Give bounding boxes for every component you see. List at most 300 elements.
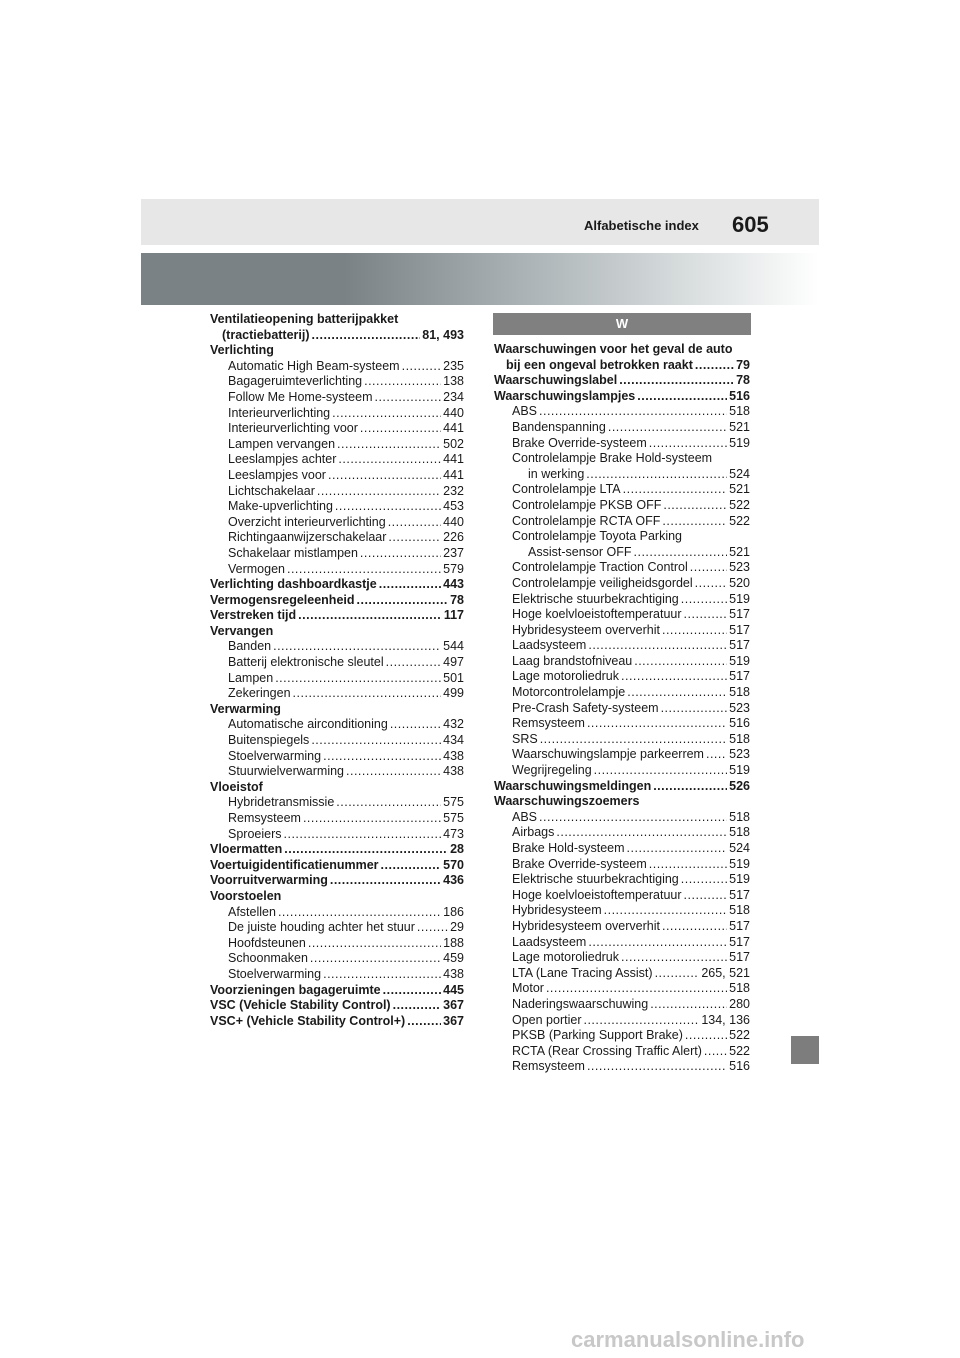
leader-dots (681, 872, 727, 888)
index-entry[interactable] (210, 546, 464, 562)
index-entry[interactable] (494, 747, 750, 763)
index-entry[interactable] (494, 451, 750, 467)
index-entry[interactable] (494, 701, 750, 717)
entry-page: 575 (443, 811, 464, 825)
entry-page: 523 (729, 700, 750, 715)
index-entry[interactable] (210, 889, 464, 905)
entry-page: 522 (729, 1043, 750, 1058)
entry-label: VSC (Vehicle Stability Control) (210, 998, 391, 1013)
entry-label: Waarschuwingslampje parkeerrem (512, 747, 704, 762)
entry-label: Elektrische stuurbekrachtiging (512, 591, 679, 606)
entry-label: Remsysteem (228, 811, 301, 825)
entry-page: 501 (443, 670, 464, 685)
entry-page: 438 (443, 764, 464, 779)
leader-dots (634, 654, 727, 670)
index-entry[interactable] (210, 390, 464, 406)
entry-label: Brake Override-systeem (512, 856, 647, 871)
entry-page: 524 (729, 466, 750, 481)
index-entry[interactable] (210, 452, 464, 468)
entry-label: Remsysteem (512, 716, 585, 731)
entry-label: Lage motoroliedruk (512, 950, 620, 965)
leader-dots (655, 966, 700, 982)
entry-label: Lampen (228, 670, 274, 685)
leader-dots (390, 717, 441, 733)
leader-dots (588, 638, 727, 654)
entry-page: 441 (443, 421, 464, 436)
index-entry[interactable] (210, 406, 464, 422)
entry-label: Bandenspanning (512, 419, 606, 434)
entry-page: 517 (729, 669, 750, 684)
entry-page: 516 (729, 1059, 750, 1074)
index-entry[interactable] (494, 436, 750, 452)
entry-label: Automatic High Beam-systeem (228, 358, 400, 373)
index-entry[interactable] (210, 421, 464, 437)
leader-dots (383, 983, 442, 999)
entry-page: 519 (729, 435, 750, 450)
leader-dots (393, 998, 442, 1014)
entry-page: 518 (729, 903, 750, 918)
index-entry[interactable] (494, 857, 750, 873)
index-entry[interactable] (494, 997, 750, 1013)
index-entry[interactable] (210, 593, 464, 609)
leader-dots (586, 467, 727, 483)
leader-dots (328, 468, 441, 484)
entry-label: Controlelampje Toyota Parking (512, 529, 683, 544)
entry-label: Sproeiers (228, 826, 282, 841)
entry-page: 79 (736, 357, 750, 372)
index-entry[interactable] (494, 592, 750, 608)
index-entry[interactable] (494, 685, 750, 701)
leader-dots (360, 421, 441, 437)
entry-page: 517 (729, 622, 750, 637)
entry-page: 441 (443, 452, 464, 467)
entry-label: Lichtschakelaar (228, 483, 315, 498)
entry-label: Hybridesysteem (512, 903, 602, 918)
leader-dots (312, 328, 421, 344)
entry-page: 519 (729, 763, 750, 778)
index-entry[interactable] (210, 343, 464, 359)
leader-dots (360, 546, 441, 562)
index-entry[interactable] (494, 779, 750, 795)
index-entry[interactable] (210, 686, 464, 702)
entry-label: Controlelampje PKSB OFF (512, 497, 662, 512)
leader-dots (332, 406, 441, 422)
entry-label: Voertuigidentificatienummer (210, 857, 379, 872)
entry-page: 234 (443, 389, 464, 404)
index-entry[interactable] (494, 872, 750, 888)
index-entry[interactable] (210, 608, 464, 624)
index-entry[interactable] (494, 794, 750, 810)
leader-dots (695, 576, 727, 592)
entry-page: 459 (443, 951, 464, 966)
entry-label: Vermogen (228, 561, 285, 576)
leader-dots (706, 747, 727, 763)
entry-label: Remsysteem (512, 1059, 585, 1074)
entry-label: Richtingaanwijzerschakelaar (228, 530, 387, 545)
index-entry[interactable] (210, 374, 464, 390)
entry-page: 438 (443, 748, 464, 763)
leader-dots (539, 404, 727, 420)
entry-label: Controlelampje Traction Control (512, 560, 688, 575)
index-entry[interactable] (494, 404, 750, 420)
entry-page: 280 (729, 996, 750, 1011)
index-entry[interactable] (494, 981, 750, 997)
entry-label: Vloeistof (210, 779, 263, 794)
entry-page: 440 (443, 405, 464, 420)
entry-label: RCTA (Rear Crossing Traffic Alert) (512, 1043, 702, 1058)
index-entry[interactable] (494, 841, 750, 857)
index-entry[interactable] (210, 312, 464, 328)
index-entry[interactable] (494, 342, 750, 358)
entry-label: (tractiebatterij) (222, 327, 310, 342)
index-entry[interactable] (210, 764, 464, 780)
index-entry[interactable] (494, 607, 750, 623)
index-entry[interactable] (494, 560, 750, 576)
leader-dots (662, 514, 727, 530)
entry-label: Verlichting dashboardkastje (210, 577, 377, 592)
entry-label: Batterij elektronische sleutel (228, 655, 384, 670)
index-entry[interactable] (210, 827, 464, 843)
entry-label: ABS (512, 809, 538, 824)
index-entry[interactable] (210, 639, 464, 655)
entry-label: Stoelverwarming (228, 748, 322, 763)
leader-dots (650, 997, 727, 1013)
entry-label: Schoonmaken (228, 951, 308, 966)
entry-label: Follow Me Home-systeem (228, 389, 373, 404)
leader-dots (364, 374, 441, 390)
entry-page: 520 (729, 575, 750, 590)
entry-page: 367 (443, 1013, 464, 1028)
index-entry[interactable] (494, 1028, 750, 1044)
entry-page: 518 (729, 685, 750, 700)
leader-dots (284, 827, 442, 843)
entry-page: 134, 136 (701, 1012, 750, 1027)
header-title: Alfabetische index (584, 218, 699, 233)
entry-label: Controlelampje veiligheidsgordel (512, 575, 693, 590)
entry-label: SRS (512, 731, 538, 746)
entry-page: 570 (443, 857, 464, 872)
entry-page: 232 (443, 483, 464, 498)
entry-page: 78 (450, 592, 464, 607)
entry-label: ABS (512, 404, 538, 419)
leader-dots (608, 420, 727, 436)
leader-dots (310, 951, 441, 967)
entry-label: Wegrijregeling (512, 763, 592, 778)
entry-page: 436 (443, 873, 464, 888)
entry-label: Voorzieningen bagageruimte (210, 982, 381, 997)
watermark: carmanualsonline.info (571, 1327, 805, 1352)
entry-page: 438 (443, 966, 464, 981)
index-entry[interactable] (210, 936, 464, 952)
leader-dots (275, 671, 441, 687)
index-entry[interactable] (210, 873, 464, 889)
entry-label: Brake Override-systeem (512, 435, 647, 450)
entry-label: Brake Hold-systeem (512, 841, 625, 855)
index-entry[interactable] (210, 468, 464, 484)
leader-dots (604, 903, 728, 919)
index-entry[interactable] (210, 811, 464, 827)
leader-dots (379, 577, 441, 593)
leader-dots (662, 919, 727, 935)
leader-dots (695, 358, 734, 374)
index-entry[interactable] (210, 624, 464, 640)
index-entry[interactable] (210, 437, 464, 453)
index-entry[interactable] (210, 530, 464, 546)
index-entry[interactable] (210, 515, 464, 531)
entry-label: Pre-Crash Safety-systeem (512, 700, 659, 715)
entry-page: 499 (443, 686, 464, 701)
index-entry[interactable] (210, 655, 464, 671)
entry-page: 523 (729, 747, 750, 762)
entry-page: 517 (729, 638, 750, 653)
index-entry[interactable] (210, 484, 464, 500)
entry-page: 524 (729, 841, 750, 855)
leader-dots (627, 685, 727, 701)
leader-dots (386, 655, 442, 671)
entry-page: 29 (450, 920, 464, 935)
entry-label: Hybridesysteem oververhit (512, 918, 660, 933)
leader-dots (619, 373, 734, 389)
entry-page: 517 (729, 950, 750, 965)
entry-page: 440 (443, 514, 464, 529)
index-entry[interactable] (210, 702, 464, 718)
index-entry[interactable] (494, 373, 750, 389)
index-entry[interactable] (210, 359, 464, 375)
index-entry[interactable] (494, 467, 750, 483)
entry-label: Hoge koelvloeistoftemperatuur (512, 887, 682, 902)
index-entry[interactable] (494, 825, 750, 841)
index-entry[interactable] (494, 514, 750, 530)
entry-label: Waarschuwingszoemers (494, 794, 640, 809)
index-entry[interactable] (494, 654, 750, 670)
entry-page: 226 (443, 530, 464, 545)
index-entry[interactable] (494, 420, 750, 436)
leader-dots (417, 920, 448, 936)
leader-dots (684, 607, 728, 623)
entry-label: bij een ongeval betrokken raakt (506, 357, 693, 372)
leader-dots (311, 733, 441, 749)
entry-page: 432 (443, 717, 464, 732)
entry-page: 521 (729, 544, 750, 559)
index-entry[interactable] (494, 919, 750, 935)
entry-page: 579 (443, 561, 464, 576)
index-entry[interactable] (210, 780, 464, 796)
entry-page: 518 (729, 731, 750, 746)
index-entry[interactable] (210, 499, 464, 515)
leader-dots (583, 1013, 699, 1029)
entry-page: 517 (729, 934, 750, 949)
entry-label: Controlelampje Brake Hold-systeem (512, 451, 713, 466)
index-entry[interactable] (210, 951, 464, 967)
entry-label: LTA (Lane Tracing Assist) (512, 965, 653, 980)
entry-label: Waarschuwingsmeldingen (494, 778, 652, 793)
index-entry[interactable] (494, 482, 750, 498)
index-entry[interactable] (210, 1014, 464, 1030)
entry-page: 265, 521 (701, 965, 750, 980)
leader-dots (556, 825, 727, 841)
entry-label: VSC+ (Vehicle Stability Control+) (210, 1013, 406, 1028)
entry-page: 523 (729, 560, 750, 575)
index-entry[interactable] (494, 623, 750, 639)
entry-label: Motorcontrolelampje (512, 685, 626, 700)
entry-page: 544 (443, 639, 464, 654)
entry-page: 522 (729, 513, 750, 528)
leader-dots (685, 1028, 727, 1044)
leader-dots (287, 562, 441, 578)
leader-dots (539, 810, 727, 826)
index-entry[interactable] (494, 903, 750, 919)
entry-label: Stoelverwarming (228, 966, 322, 981)
leader-dots (627, 841, 728, 857)
entry-page: 516 (729, 716, 750, 731)
entry-label: Verwarming (210, 701, 281, 716)
leader-dots (681, 592, 727, 608)
leader-dots (661, 701, 728, 717)
entry-label: Schakelaar mistlampen (228, 545, 358, 560)
entry-label: Leeslampjes voor (228, 467, 326, 482)
entry-page: 519 (729, 856, 750, 871)
section-header-w: W (493, 313, 751, 335)
leader-dots (388, 515, 441, 531)
entry-label: Overzicht interieurverlichting (228, 514, 386, 529)
leader-dots (621, 950, 727, 966)
entry-page: 519 (729, 872, 750, 887)
leader-dots (374, 390, 441, 406)
index-entry[interactable] (494, 810, 750, 826)
header-bar (141, 199, 819, 245)
entry-page: 517 (729, 918, 750, 933)
index-entry[interactable] (210, 920, 464, 936)
entry-page: 453 (443, 499, 464, 514)
index-entry[interactable] (210, 562, 464, 578)
leader-dots (623, 482, 728, 498)
leader-dots (293, 686, 442, 702)
entry-label: Lampen vervangen (228, 436, 336, 451)
entry-page: 575 (443, 795, 464, 810)
index-entry[interactable] (210, 717, 464, 733)
entry-page: 117 (443, 608, 464, 623)
entry-page: 434 (443, 733, 464, 748)
entry-label: Airbags (512, 825, 555, 840)
index-entry[interactable] (494, 498, 750, 514)
index-entry[interactable] (494, 1059, 750, 1075)
index-entry[interactable] (210, 733, 464, 749)
leader-dots (637, 389, 727, 405)
index-entry[interactable] (210, 749, 464, 765)
index-entry[interactable] (210, 795, 464, 811)
entry-page: 138 (443, 374, 464, 389)
index-entry[interactable] (494, 935, 750, 951)
leader-dots (704, 1044, 727, 1060)
index-entry[interactable] (494, 763, 750, 779)
entry-label: Leeslampjes achter (228, 452, 337, 467)
entry-label: Interieurverlichting (228, 405, 331, 420)
entry-label: Stuurwielverwarming (228, 764, 345, 779)
entry-label: Banden (228, 639, 272, 654)
index-entry[interactable] (494, 389, 750, 405)
entry-label: Ventilatieopening batterijpakket (210, 312, 399, 326)
index-entry[interactable] (494, 966, 750, 982)
entry-label: Verlichting (210, 343, 274, 358)
side-index-tab[interactable] (791, 1036, 819, 1064)
entry-page: 502 (443, 436, 464, 451)
entry-label: Buitenspiegels (228, 733, 310, 748)
entry-label: Make-upverlichting (228, 499, 333, 514)
index-entry[interactable] (210, 905, 464, 921)
index-entry[interactable] (494, 358, 750, 374)
entry-label: Waarschuwingslabel (494, 373, 618, 388)
entry-label: Vloermatten (210, 842, 283, 857)
index-entry[interactable] (494, 545, 750, 561)
entry-page: 235 (443, 358, 464, 373)
index-entry[interactable] (210, 998, 464, 1014)
leader-dots (284, 842, 448, 858)
leader-dots (303, 811, 441, 827)
entry-page: 516 (729, 388, 750, 403)
index-entry[interactable] (494, 529, 750, 545)
entry-label: De juiste houding achter het stuur (228, 920, 415, 935)
entry-page: 441 (443, 467, 464, 482)
index-entry[interactable] (494, 732, 750, 748)
entry-label: Waarschuwingen voor het geval de auto (494, 342, 733, 356)
index-entry[interactable] (494, 1044, 750, 1060)
index-entry[interactable] (210, 967, 464, 983)
index-entry[interactable] (494, 576, 750, 592)
leader-dots (337, 437, 441, 453)
leader-dots (540, 732, 727, 748)
entry-label: Elektrische stuurbekrachtiging (512, 872, 679, 887)
entry-label: Laadsysteem (512, 638, 587, 653)
entry-label: Controlelampje LTA (512, 482, 621, 497)
index-entry[interactable] (210, 577, 464, 593)
entry-label: Verstreken tijd (210, 608, 297, 623)
leader-dots (317, 484, 441, 500)
entry-label: Voorstoelen (210, 888, 282, 903)
index-entry[interactable] (494, 669, 750, 685)
leader-dots (546, 981, 727, 997)
index-entry[interactable] (494, 716, 750, 732)
entry-page: 517 (729, 887, 750, 902)
index-entry[interactable] (210, 858, 464, 874)
entry-page: 518 (729, 981, 750, 996)
entry-label: Zekeringen (228, 686, 291, 701)
index-entry[interactable] (494, 888, 750, 904)
index-entry[interactable] (494, 950, 750, 966)
entry-label: Hybridetransmissie (228, 795, 335, 810)
entry-page: 521 (729, 419, 750, 434)
entry-page: 522 (729, 1028, 750, 1043)
index-entry[interactable] (494, 1013, 750, 1029)
index-entry[interactable] (210, 842, 464, 858)
leader-dots (662, 623, 727, 639)
leader-dots (388, 530, 441, 546)
entry-label: Naderingswaarschuwing (512, 996, 649, 1011)
entry-label: Hoofdsteunen (228, 935, 306, 950)
leader-dots (407, 1014, 441, 1030)
entry-label: Vermogensregeleenheid (210, 592, 355, 607)
index-entry[interactable] (210, 671, 464, 687)
index-entry[interactable] (494, 638, 750, 654)
entry-page: 186 (443, 904, 464, 919)
leader-dots (346, 764, 441, 780)
entry-label: Afstellen (228, 904, 276, 919)
entry-label: in werking (528, 466, 585, 481)
entry-page: 28 (450, 842, 464, 857)
leader-dots (323, 967, 441, 983)
index-entry[interactable] (210, 983, 464, 999)
index-entry[interactable] (210, 328, 464, 344)
entry-label: Hoge koelvloeistoftemperatuur (512, 607, 682, 622)
